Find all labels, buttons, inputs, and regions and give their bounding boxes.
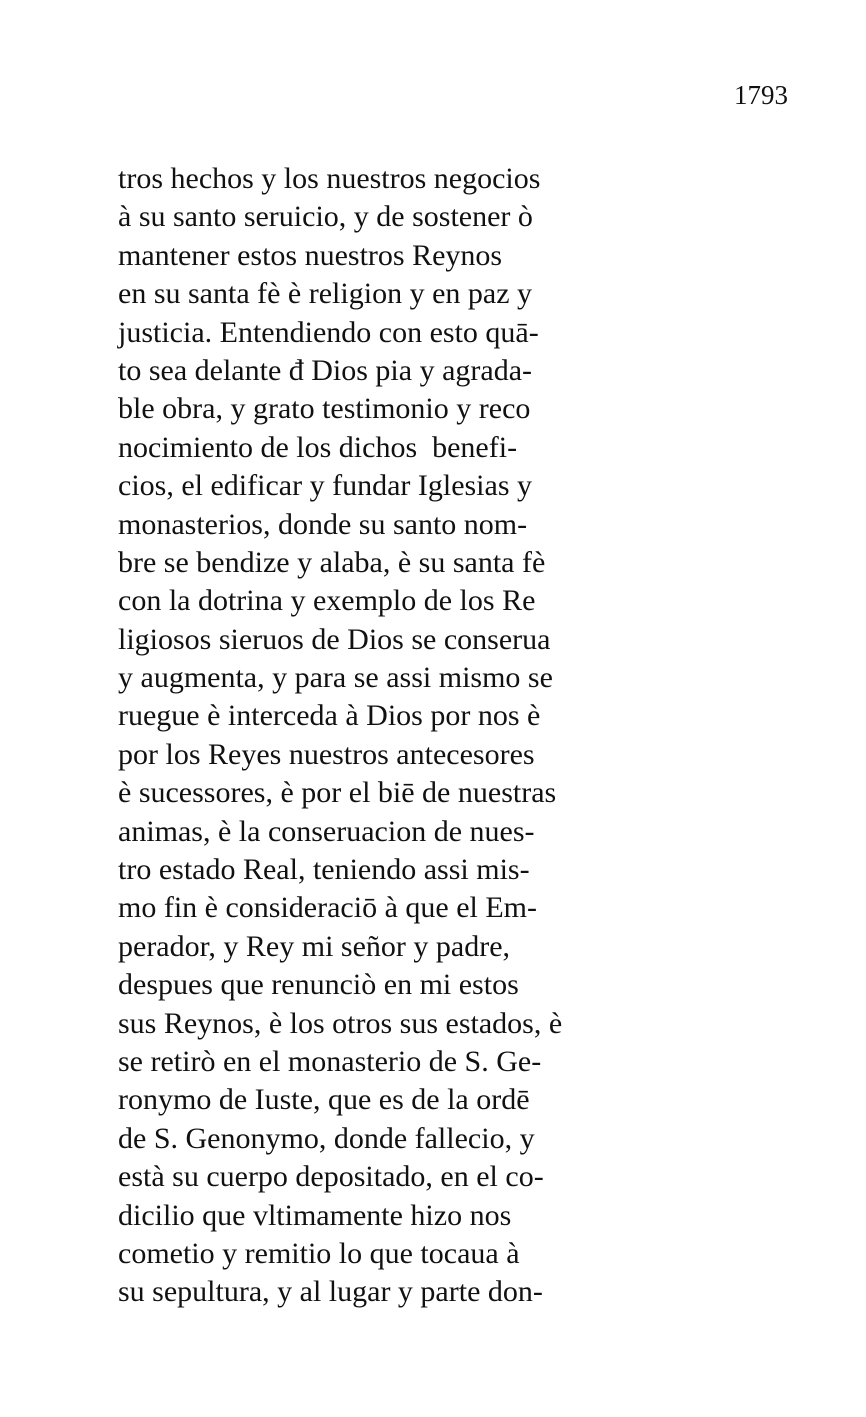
text-line: justicia. Entendiendo con esto quā-	[118, 315, 539, 349]
text-line: mantener estos nuestros Reynos	[118, 238, 503, 272]
text-line: to sea delante đ Dios pia y agrada-	[118, 353, 533, 387]
body-text	[118, 160, 758, 1312]
text-line: mo fin è consideraciō à que el Em-	[118, 891, 538, 925]
text-line: bre se bendize y alaba, è su santa fè	[118, 545, 546, 579]
text-line: dicilio que vltimamente hizo nos	[118, 1198, 512, 1232]
text-line: tro estado Real, teniendo assi mis-	[118, 853, 530, 887]
text-line: nocimiento de los dichos benefi-	[118, 430, 518, 464]
text-line: ligiosos sieruos de Dios se conserua	[118, 622, 551, 656]
text-line: ronymo de Iuste, que es de la ordē	[118, 1083, 530, 1117]
text-line: està su cuerpo depositado, en el co-	[118, 1160, 544, 1194]
text-line: ble obra, y grato testimonio y reco	[118, 392, 531, 426]
text-line: por los Reyes nuestros antecesores	[118, 737, 535, 771]
text-line: de S. Genonymo, donde fallecio, y	[118, 1121, 535, 1155]
text-line: y augmenta, y para se assi mismo se	[118, 661, 553, 695]
text-line: con la dotrina y exemplo de los Re	[118, 584, 536, 618]
text-line: despues que renunciò en mi estos	[118, 968, 519, 1002]
text-line: cios, el edificar y fundar Iglesias y	[118, 469, 533, 503]
text-line: en su santa fè è religion y en paz y	[118, 277, 533, 311]
text-line: ruegue è interceda à Dios por nos è	[118, 699, 541, 733]
text-line: à su santo seruicio, y de sostener ò	[118, 200, 533, 234]
text-line: animas, è la conseruacion de nues-	[118, 814, 535, 848]
text-line: è sucessores, è por el biē de nuestras	[118, 776, 557, 810]
text-line: sus Reynos, è los otros sus estados, è	[118, 1006, 563, 1040]
text-line: cometio y remitio lo que tocaua à	[118, 1236, 520, 1270]
text-line: su sepultura, y al lugar y parte don-	[118, 1275, 543, 1309]
page-number: 1793	[734, 80, 788, 110]
text-line: perador, y Rey mi señor y padre,	[118, 929, 511, 963]
text-line: tros hechos y los nuestros negocios	[118, 162, 541, 195]
text-line: monasterios, donde su santo nom-	[118, 507, 528, 541]
text-line: se retirò en el monasterio de S. Ge-	[118, 1044, 542, 1078]
